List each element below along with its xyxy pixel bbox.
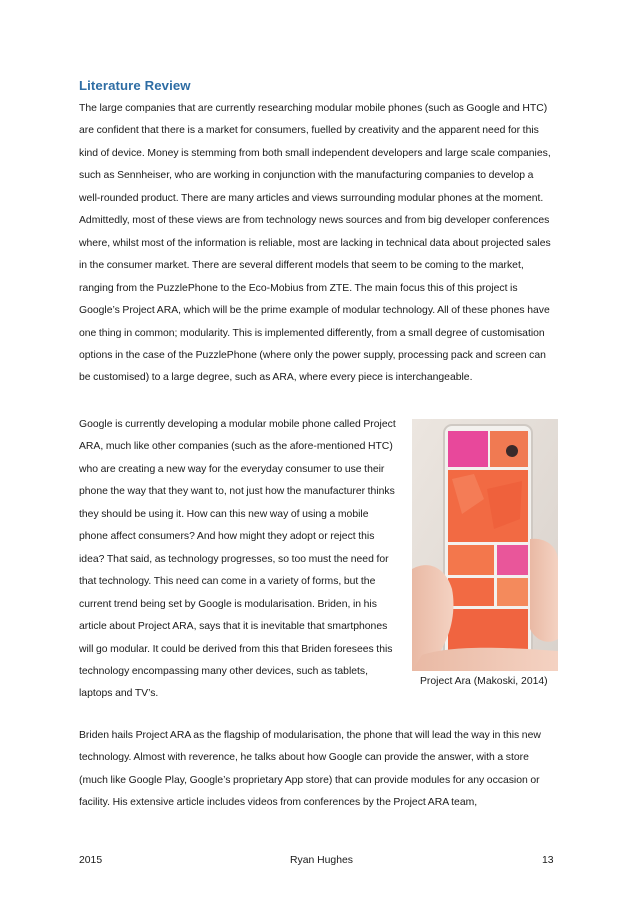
footer-page-number: 13 [542, 855, 554, 866]
paragraph-project-ara: Google is currently developing a modular mobile phone called Project ARA, much like other companies (such as the afore-mentioned HTC) who are creating a new way for the everyday consumer to use their phone the way that they want to, not just how the manufacturer thinks they should be using it. How can this new way of using a mobile phone affect consumers? And how might they adopt or reject this idea? That said, as technology progresses, so too must the need for that technology. This need can come in a variety of forms, but the current trend being set by Google is modularisation. Briden, in his article about Project ARA, says that it is inevitable that smartphones will go modular. It could be derived from this that Briden foresees this technology encompassing many other devices, such as tablets, laptops and TV’s. [79, 419, 396, 700]
footer-year: 2015 [79, 855, 103, 866]
figure-caption: Project Ara (Makoski, 2014) [420, 676, 548, 687]
paragraph-briden: Briden hails Project ARA as the flagship of modularisation, the phone that will lead the way in this new technology. Almost with reverence, he talks about how Google can provide the answer, with a store (much like Google Play, Google’s proprietary App store) that can provide modules for any occasion or facility. His extensive article includes videos from conferences by the Project ARA team, [79, 730, 541, 809]
project-ara-photo [412, 419, 558, 671]
paragraph-intro: The large companies that are currently researching modular mobile phones (such as Google and HTC) are confident that there is a market for consumers, fuelled by creativity and the apparent need for this kind of device. Money is stemming from both small independent developers and large scale companies, such as Sennheiser, who are working in conjunction with the manufacturing companies to develop a well-rounded product. There are many articles and views surrounding modular phones at the moment. Admittedly, most of these views are from technology news sources and from big developer conferences where, whilst most of the information is reliable, most are lacking in technical data about projected sales in the consumer market. There are several different models that seem to be coming to the market, ranging from the PuzzlePhone to the Eco-Mobius from ZTE. The main focus this of this project is Google’s Project ARA, which will be the prime example of modular technology. All of these phones have one thing in common; modularity. This is implemented differently, from a small degree of customisation options in the case of the PuzzlePhone (where only the power supply, processing pack and screen can be customised) to a large degree, such as ARA, where every piece is interchangeable. [79, 103, 551, 384]
footer-author: Ryan Hughes [290, 855, 353, 866]
section-heading: Literature Review [79, 78, 191, 93]
modular-phone-illustration [412, 419, 558, 671]
